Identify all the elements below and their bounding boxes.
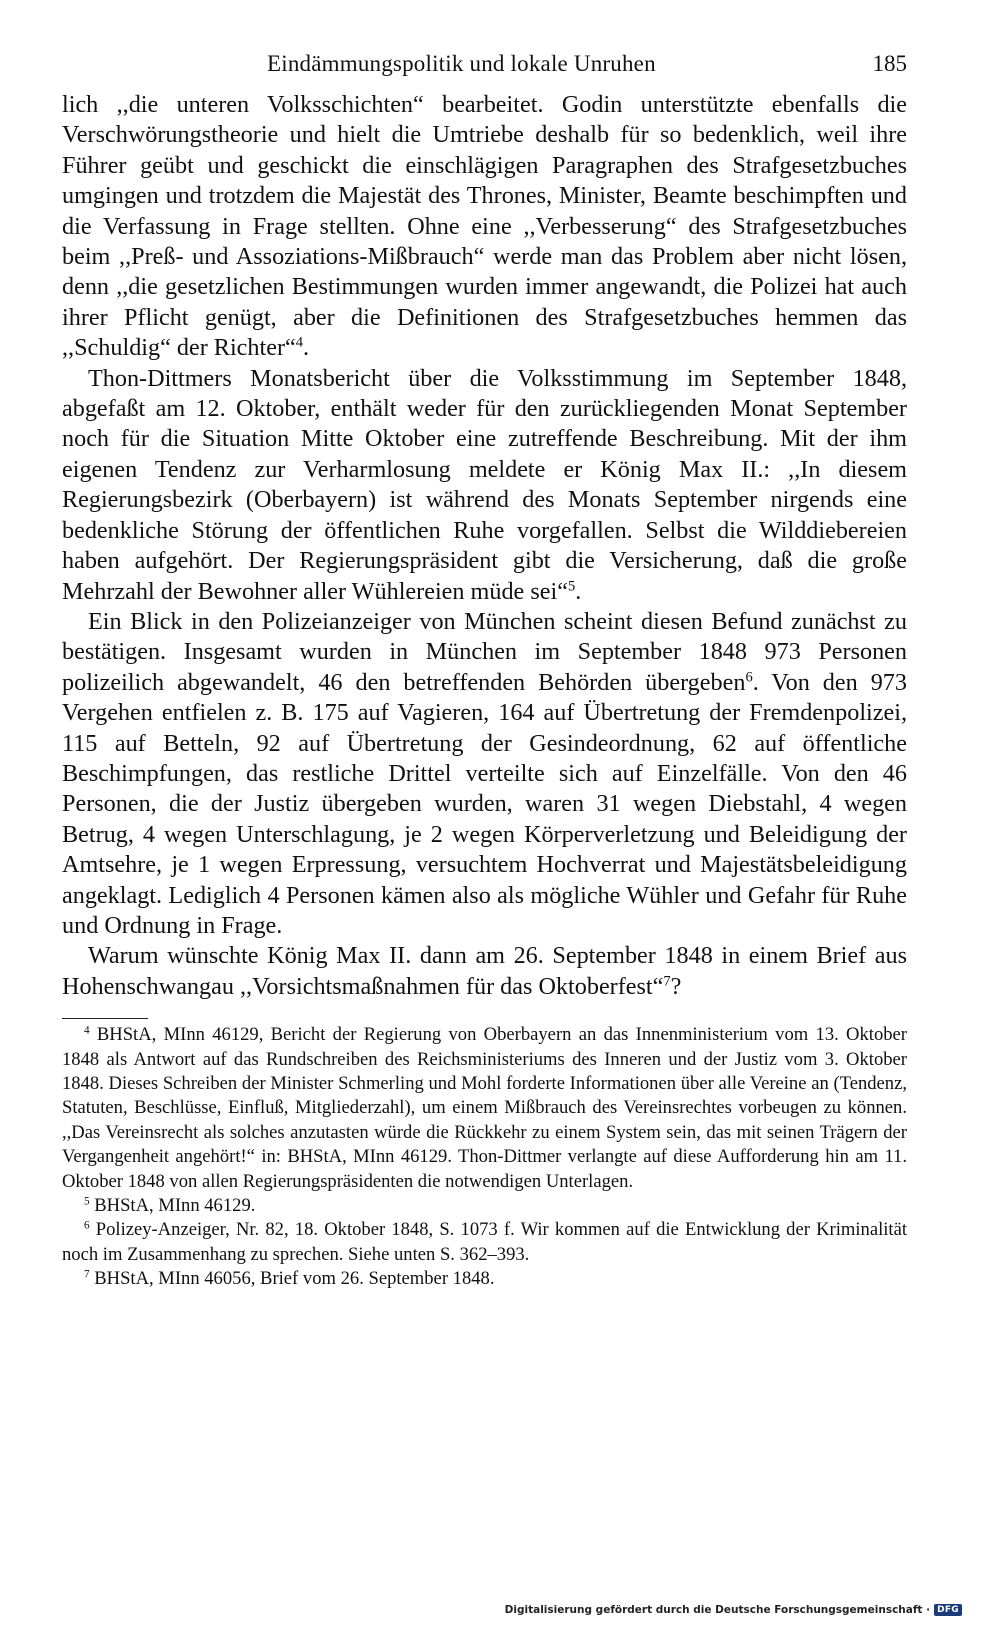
footnote-text: BHStA, MInn 46056, Brief vom 26. September 1848.: [94, 1268, 495, 1290]
running-title: Eindämmungspolitik und lokale Unruhen: [267, 51, 656, 76]
footnote-ref-4: 4: [295, 334, 304, 351]
footnote-4: [62, 1023, 907, 1194]
paragraph-3: [62, 607, 907, 941]
footnote-text: Polizey-Anzeiger, Nr. 82, 18. Oktober 1848, S. 1073 f. Wir kommen auf die Entwicklung der Kriminalität noch im Zusammenhang zu sprechen. Siehe unten S. 362–393.: [62, 1219, 907, 1265]
footnote-7: [62, 1267, 907, 1291]
footnote-text: BHStA, MInn 46129, Bericht der Regierung von Oberbayern an das Innenministerium vom 13. Oktober 1848 als Antwort auf das Rundschreiben des Reichsministeriums des Inneren und der Justiz vom 3. Oktober 1848. Dieses Schreiben der Minister Schmerling und Mohl forderte Informationen über alle Vereine an (Tendenz, Statuten, Beschlüsse, Einfluß, Mitgliederzahl), um einem Mißbrauch des Vereinsrechtes vorbeugen zu können. ,,Das Vereinsrecht als solches anzutasten würde die Rückkehr zu einem System sein, das mit seinen Trägern der Vergangenheit angehört!“ in: BHStA, MInn 46129. Thon-Dittmer verlangte auf diese Aufforderung hin am 11. Oktober 1848 von allen Regierungspräsidenten die notwendigen Unterlagen.: [62, 1024, 907, 1192]
paragraph-1-text: lich ,,die unteren Volksschichten“ bearbeitet. Godin unterstützte ebenfalls die Verschwörungstheorie und hielt die Umtriebe deshalb für so bedenklich, weil ihre Führer geübt und geschickt die einschlägigen Paragraphen des Strafgesetzbuches umgingen und trotzdem die Majestät des Thrones, Minister, Beamte beschimpften und die Verfassung in Frage stellten. Ohne eine ,,Verbesserung“ des Strafgesetzbuches beim ,,Preß- und Assoziations-Mißbrauch“ werde man das Problem aber nicht lösen, denn ,,die gesetzlichen Bestimmungen wurden immer angewandt, die Polizei hat auch ihrer Pflicht genügt, aber die Definitionen des Strafgesetzbuches hemmen das ,,Schuldig“ der Richter“: [62, 91, 907, 362]
footnote-ref-6: 6: [745, 669, 753, 686]
paragraph-4-text: Warum wünschte König Max II. dann am 26. September 1848 in einem Brief aus Hohenschwangau ,,Vorsichtsmaßnahmen für das Oktoberfest“: [62, 942, 907, 1000]
paragraph-3-end: . Von den 973 Vergehen entfielen z. B. 175 auf Vagieren, 164 auf Übertretung der Fremdenpolizei, 115 auf Betteln, 92 auf Übertretung der Gesindeordnung, 62 auf öffentliche Beschimpfungen, das restliche Drittel verteilte sich auf Einzelfälle. Von den 46 Personen, die der Justiz übergeben wurden, waren 31 wegen Diebstahl, 4 wegen Betrug, 4 wegen Unterschlagung, je 2 wegen Körperverletzung und Beleidigung der Amtsehre, je 1 wegen Erpressung, versuchtem Hochverrat und Majestätsbeleidigung angeklagt. Lediglich 4 Personen kämen also als mögliche Wühler und Gefahr für Ruhe und Ordnung in Frage.: [62, 668, 907, 939]
footnote-number: 6: [84, 1219, 90, 1232]
running-head: [62, 38, 907, 78]
dfg-logo-icon: DFG: [934, 1604, 962, 1616]
footnote-5: [62, 1194, 907, 1218]
credit-text: Digitalisierung gefördert durch die Deutsche Forschungsgemeinschaft ·: [504, 1604, 931, 1616]
paragraph-2-end: .: [575, 577, 582, 605]
footnote-ref-5: 5: [567, 577, 576, 594]
body-text: [62, 90, 907, 1002]
paragraph-3-text: Ein Blick in den Polizeianzeiger von München scheint diesen Befund zunächst zu bestätigen. Insgesamt wurden in München im September 1848 973 Personen polizeilich abgewandelt, 46 den betreffenden Behörden übergeben: [62, 607, 907, 696]
footnote-number: 4: [84, 1024, 90, 1037]
footnotes: [62, 1023, 907, 1291]
paragraph-4-end: ?: [670, 972, 682, 1000]
paragraph-1: [62, 90, 907, 364]
footnote-text: BHStA, MInn 46129.: [94, 1195, 256, 1217]
footnote-ref-7: 7: [663, 973, 671, 990]
book-page: [62, 38, 907, 1292]
footnote-divider: [62, 1018, 148, 1019]
paragraph-1-end: .: [303, 334, 310, 362]
digitization-credit: [505, 1604, 962, 1616]
paragraph-2-text: Thon-Dittmers Monatsbericht über die Volksstimmung im September 1848, abgefaßt am 12. Oktober, enthält weder für den zurückliegenden Monat September noch für die Situation Mitte Oktober eine zutreffende Beschreibung. Mit der ihm eigenen Tendenz zur Verharmlosung meldete er König Max II.: ,,In diesem Regierungsbezirk (Oberbayern) ist während des Monats September nirgends eine bedenkliche Störung der öffentlichen Ruhe vorgefallen. Selbst die Wilddiebereien haben aufgehört. Der Regierungspräsident gibt die Versicherung, daß die große Mehrzahl der Bewohner aller Wühlereien müde sei“: [62, 364, 907, 605]
paragraph-2: [62, 364, 907, 607]
page-number: 185: [872, 51, 907, 76]
footnote-6: [62, 1218, 907, 1267]
footnote-number: 5: [84, 1195, 90, 1208]
paragraph-4: [62, 941, 907, 1002]
footnote-number: 7: [84, 1268, 90, 1281]
